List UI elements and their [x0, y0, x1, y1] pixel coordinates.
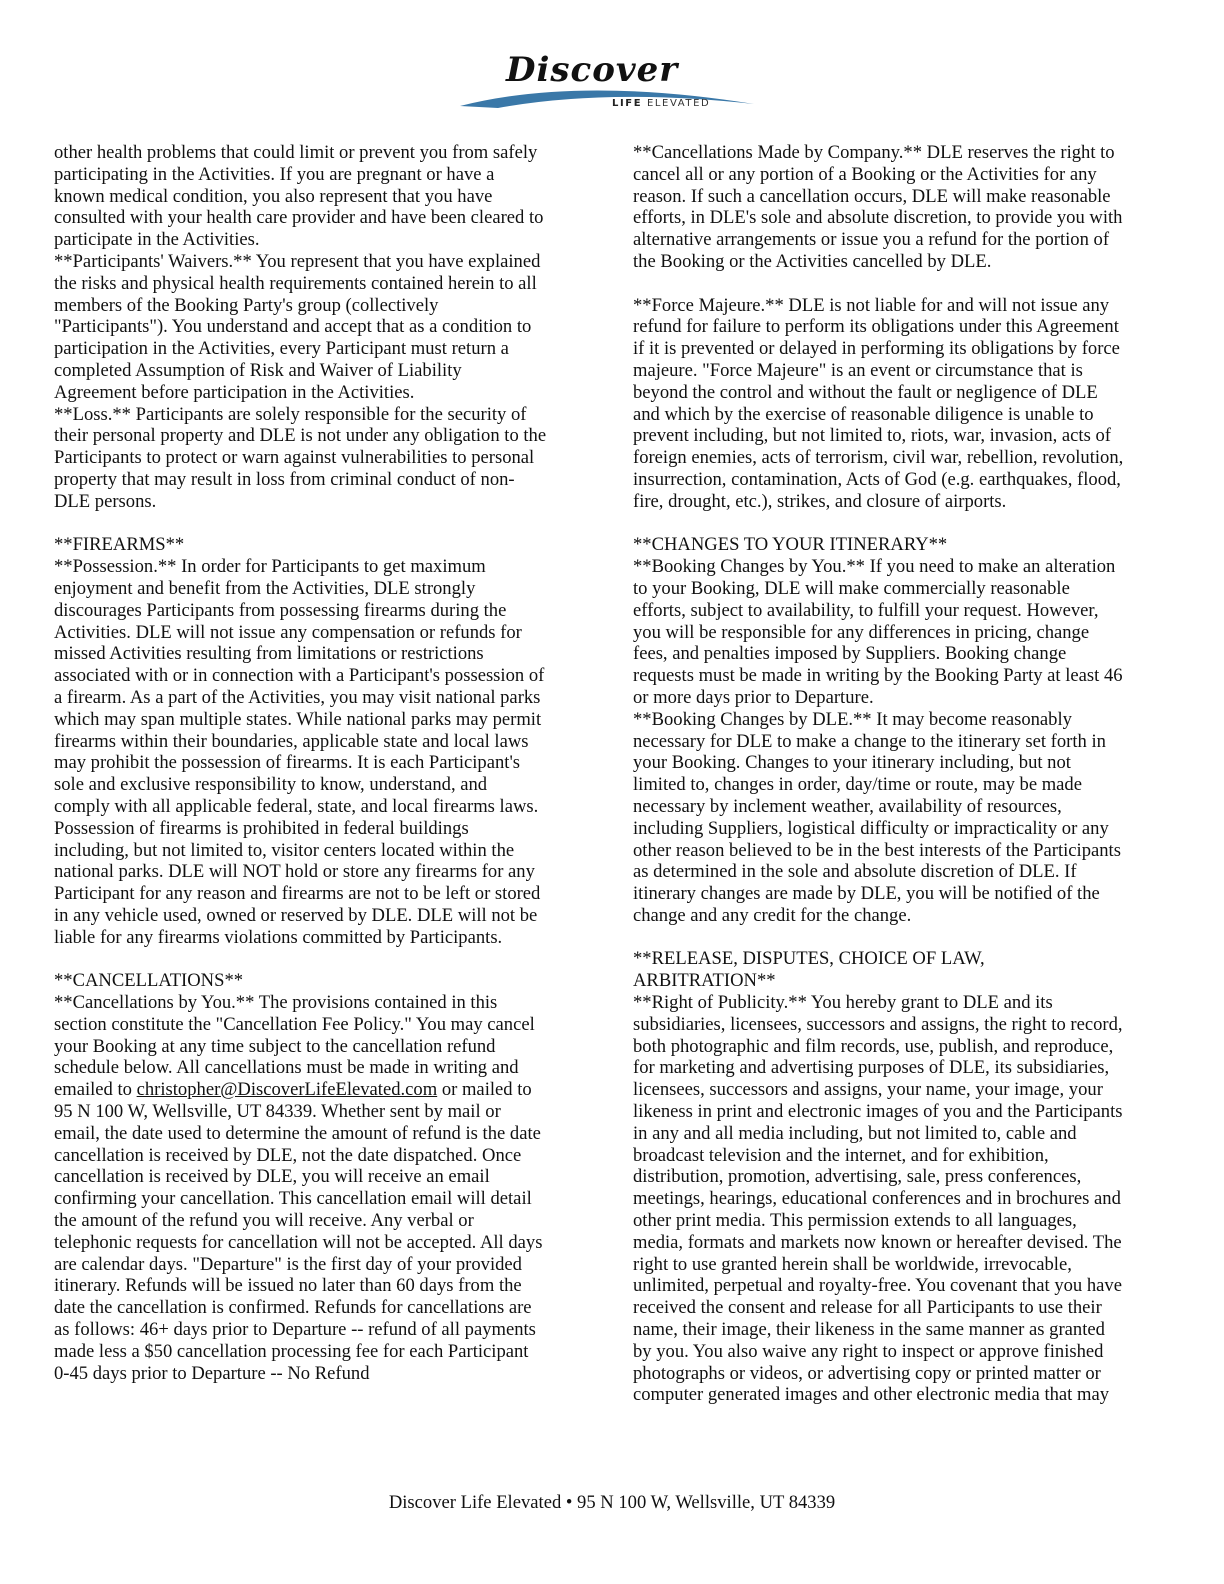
text-line: **Booking Changes by DLE.** It may become reasonably: [633, 708, 1072, 730]
text-line: DLE persons.: [54, 490, 157, 512]
text-line: prevent including, but not limited to, riots, war, invasion, acts of: [633, 425, 1111, 447]
text-line: **CHANGES TO YOUR ITINERARY**: [633, 534, 948, 556]
text-line: including Suppliers, logistical difficulty or impracticality or any: [633, 817, 1109, 839]
text-line: **Cancellations Made by Company.** DLE reserves the right to: [633, 142, 1115, 163]
text-line: your Booking. Changes to your itinerary including, but not: [633, 752, 1071, 774]
text-line: for marketing and advertising purposes of DLE, its subsidiaries,: [633, 1057, 1110, 1079]
text-line: [633, 513, 1123, 535]
text-line: property that may result in loss from criminal conduct of non-: [54, 468, 515, 490]
text-line: cancellation is received by DLE, you will receive an email: [54, 1166, 490, 1188]
text-line: media, formats and markets now known or hereafter devised. The: [633, 1231, 1122, 1253]
text-line: discourages Participants from possessing firearms during the: [54, 599, 507, 621]
text-line: foreign enemies, acts of terrorism, civil war, rebellion, revolution,: [633, 447, 1124, 469]
text-line: majeure. "Force Majeure" is an event or circumstance that is: [633, 359, 1083, 381]
text-line: to your Booking, DLE will make commercially reasonable: [633, 577, 1070, 599]
text-line: Possession of firearms is prohibited in federal buildings: [54, 817, 469, 839]
text-line: Activities. DLE will not issue any compensation or refunds for: [54, 621, 522, 643]
text-line: members of the Booking Party's group (collectively: [54, 294, 439, 316]
text-line: **Possession.** In order for Participants to get maximum: [54, 556, 486, 578]
text-line: necessary for DLE to make a change to the itinerary set forth in: [633, 730, 1106, 752]
email-link[interactable]: christopher@DiscoverLifeElevated.com: [136, 1079, 438, 1101]
text-line: cancel all or any portion of a Booking or the Activities for any: [633, 163, 1097, 185]
text-line: 95 N 100 W, Wellsville, UT 84339. Whether sent by mail or: [54, 1101, 501, 1123]
text-line: ARBITRATION**: [633, 970, 776, 992]
text-line: limited to, changes in order, day/time or route, may be made: [633, 774, 1082, 796]
text-line: efforts, subject to availability, to fulfill your request. However,: [633, 599, 1099, 621]
text-line: completed Assumption of Risk and Waiver of Liability: [54, 359, 462, 381]
text-line: refund for failure to perform its obligations under this Agreement: [633, 316, 1119, 338]
text-line: if it is prevented or delayed in performing its obligations by force: [633, 338, 1120, 360]
text-line: Participants to protect or warn against vulnerabilities to personal: [54, 447, 535, 469]
text-line: Participant for any reason and firearms are not to be left or stored: [54, 883, 541, 905]
text-line: computer generated images and other electronic media that may: [633, 1384, 1110, 1406]
text-line: [54, 513, 546, 535]
text-line: right to use granted herein shall be worldwide, irrevocable,: [633, 1253, 1072, 1275]
text-line: made less a $50 cancellation processing fee for each Participant: [54, 1340, 529, 1362]
text-line: enjoyment and benefit from the Activities, DLE strongly: [54, 577, 476, 599]
logo-tagline: LIFE ELEVATED: [612, 98, 711, 109]
text-line: cancellation is received by DLE, not the date dispatched. Once: [54, 1144, 522, 1166]
page-footer: Discover Life Elevated • 95 N 100 W, Wellsville, UT 84339: [388, 1492, 836, 1513]
text-line: the risks and physical health requirements contained herein to all: [54, 272, 537, 294]
text-line: **Participants' Waivers.** You represent that you have explained: [54, 250, 541, 272]
text-line: in any and all media including, but not limited to, cable and: [633, 1122, 1077, 1144]
text-line: [633, 273, 1123, 295]
text-line: participation in the Activities, every Participant must return a: [54, 338, 509, 360]
text-line: fees, and penalties imposed by Suppliers. Booking change: [633, 643, 1067, 665]
text-line: requests must be made in writing by the Booking Party at least 46: [633, 665, 1123, 687]
text-line: "Participants"). You understand and accept that as a condition to: [54, 316, 532, 338]
text-line: efforts, in DLE's sole and absolute discretion, to provide you with: [633, 207, 1123, 229]
text-line: liable for any firearms violations committed by Participants.: [54, 926, 503, 948]
text-line: a firearm. As a part of the Activities, you may visit national parks: [54, 686, 541, 708]
text-line: **Right of Publicity.** You hereby grant to DLE and its: [633, 992, 1053, 1014]
logo-script: Discover: [506, 50, 679, 90]
text-line: associated with or in connection with a Participant's possession of: [54, 665, 545, 687]
text-line: likeness in print and electronic images of you and the Participants: [633, 1101, 1123, 1123]
text-line: in any vehicle used, owned or reserved by DLE. DLE will not be: [54, 904, 538, 926]
text-line: broadcast television and the internet, and for exhibition,: [633, 1144, 1049, 1166]
text-line: change and any credit for the change.: [633, 904, 912, 926]
text-line: comply with all applicable federal, state, and local firearms laws.: [54, 795, 539, 817]
text-line: schedule below. All cancellations must be made in writing and: [54, 1057, 519, 1079]
text-line: **Force Majeure.** DLE is not liable for and will not issue any: [633, 294, 1110, 316]
text-line: the amount of the refund you will receive. Any verbal or: [54, 1210, 474, 1232]
text-line: are calendar days. "Departure" is the first day of your provided: [54, 1253, 522, 1275]
text-line: national parks. DLE will NOT hold or store any firearms for any: [54, 861, 535, 883]
text-line: date the cancellation is confirmed. Refunds for cancellations are: [54, 1297, 532, 1319]
text-line: name, their image, their likeness in the same manner as granted: [633, 1319, 1105, 1341]
text-line: meetings, hearings, educational conferences and in brochures and: [633, 1188, 1121, 1210]
text-line: missed Activities resulting from limitations or restrictions: [54, 643, 484, 665]
text-line: **RELEASE, DISPUTES, CHOICE OF LAW,: [633, 948, 985, 970]
text-line: other health problems that could limit or prevent you from safely: [54, 142, 538, 163]
text-line: licensees, successors and assigns, your name, your image, your: [633, 1079, 1103, 1101]
company-logo: [458, 50, 758, 116]
text-line: beyond the control and without the fault or negligence of DLE: [633, 381, 1098, 403]
text-line: 0-45 days prior to Departure -- No Refund: [54, 1362, 370, 1384]
text-line: both photographic and film records, use, publish, and reproduce,: [633, 1035, 1114, 1057]
text-line: known medical condition, you also represent that you have: [54, 185, 493, 207]
text-line: fire, drought, etc.), strikes, and closure of airports.: [633, 490, 1007, 512]
text-line: distribution, promotion, advertising, sale, press conferences,: [633, 1166, 1082, 1188]
text-line: subsidiaries, licensees, successors and assigns, the right to record,: [633, 1013, 1123, 1035]
text-line: unlimited, perpetual and royalty-free. You covenant that you have: [633, 1275, 1122, 1297]
text-line: consulted with your health care provider and have been cleared to: [54, 207, 544, 229]
text-line: section constitute the "Cancellation Fee Policy." You may cancel: [54, 1013, 535, 1035]
text-line: **FIREARMS**: [54, 534, 185, 556]
text-line: you will be responsible for any differences in pricing, change: [633, 621, 1090, 643]
text-line: [54, 948, 546, 970]
text-line: other reason believed to be in the best interests of the Participants: [633, 839, 1121, 861]
text-line: their personal property and DLE is not under any obligation to the: [54, 425, 547, 447]
text-line: participating in the Activities. If you are pregnant or have a: [54, 163, 495, 185]
text-line: telephonic requests for cancellation will not be accepted. All days: [54, 1231, 543, 1253]
text-line: **Cancellations by You.** The provisions contained in this: [54, 992, 498, 1014]
text-line: which may span multiple states. While national parks may permit: [54, 708, 542, 730]
text-line: participate in the Activities.: [54, 229, 260, 251]
text-line: including, but not limited to, visitor centers located within the: [54, 839, 515, 861]
text-line: the Booking or the Activities cancelled by DLE.: [633, 250, 992, 272]
text-line: email, the date used to determine the amount of refund is the date: [54, 1122, 541, 1144]
text-line: Agreement before participation in the Activities.: [54, 381, 415, 403]
text-line: may prohibit the possession of firearms. It is each Participant's: [54, 752, 521, 774]
text-line: other print media. This permission extends to all languages,: [633, 1210, 1077, 1232]
left-column: [54, 142, 546, 1384]
text-line: **Booking Changes by You.** If you need to make an alteration: [633, 556, 1116, 578]
text-line: itinerary. Refunds will be issued no later than 60 days from the: [54, 1275, 522, 1297]
right-column: [633, 142, 1123, 1406]
text-line: insurrection, contamination, Acts of God (e.g. earthquakes, flood,: [633, 468, 1121, 490]
text-line: sole and exclusive responsibility to know, understand, and: [54, 774, 488, 796]
text-line: confirming your cancellation. This cancellation email will detail: [54, 1188, 532, 1210]
text-line: itinerary changes are made by DLE, you will be notified of the: [633, 883, 1100, 905]
text-line: by you. You also waive any right to inspect or approve finished: [633, 1340, 1104, 1362]
text-line: or more days prior to Departure.: [633, 686, 874, 708]
text-line: reason. If such a cancellation occurs, DLE will make reasonable: [633, 185, 1111, 207]
text-line: emailed to christopher@DiscoverLifeElevated.com or mailed to: [54, 1079, 532, 1101]
text-line: as follows: 46+ days prior to Departure -- refund of all payments: [54, 1319, 536, 1341]
text-line: alternative arrangements or issue you a refund for the portion of: [633, 229, 1110, 251]
text-line: photographs or videos, or advertising copy or printed matter or: [633, 1362, 1101, 1384]
text-line: **Loss.** Participants are solely responsible for the security of: [54, 403, 527, 425]
text-line: **CANCELLATIONS**: [54, 970, 244, 992]
text-line: your Booking at any time subject to the cancellation refund: [54, 1035, 496, 1057]
text-line: as determined in the sole and absolute discretion of DLE. If: [633, 861, 1077, 883]
text-line: firearms within their boundaries, applicable state and local laws: [54, 730, 529, 752]
text-line: received the consent and release for all Participants to use their: [633, 1297, 1102, 1319]
text-line: and which by the exercise of reasonable diligence is unable to: [633, 403, 1094, 425]
text-line: necessary by inclement weather, availability of resources,: [633, 795, 1062, 817]
text-line: [633, 927, 1123, 949]
